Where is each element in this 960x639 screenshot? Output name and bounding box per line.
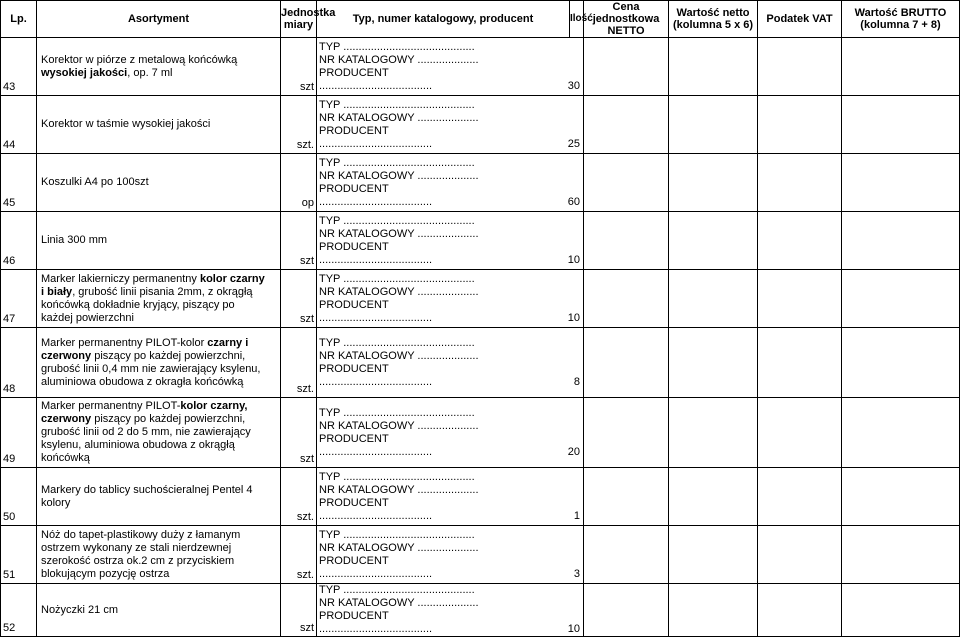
table-row <box>1 270 960 328</box>
type-field-line: PRODUCENT <box>319 240 389 253</box>
description-line: Marker permanentny PILOT-kolor czarny, <box>41 400 248 412</box>
row-vat <box>758 328 842 398</box>
table-row <box>1 584 960 637</box>
row-unit: szt. <box>281 328 317 398</box>
row-number: 43 <box>1 38 37 96</box>
type-field-line: ..................................... 30 <box>319 80 583 93</box>
type-field-line: TYP ........................................... <box>319 98 475 111</box>
row-quantity: 25 <box>567 137 580 150</box>
row-unit-price <box>584 38 669 96</box>
row-net-value <box>669 270 758 328</box>
row-type-fields <box>317 526 584 584</box>
row-description <box>37 154 281 212</box>
type-field-line: TYP ........................................... <box>319 584 475 596</box>
row-vat <box>758 398 842 468</box>
type-field-line: NR KATALOGOWY .................... <box>319 227 479 240</box>
row-net-value <box>669 38 758 96</box>
type-field-line: PRODUCENT <box>319 124 389 137</box>
row-description <box>37 96 281 154</box>
row-net-value <box>669 526 758 584</box>
row-unit-price <box>584 328 669 398</box>
type-field-line: TYP ........................................... <box>319 272 475 285</box>
table-row <box>1 526 960 584</box>
row-gross-value <box>842 154 960 212</box>
type-field-line: NR KATALOGOWY .................... <box>319 349 479 362</box>
description-line: czerwony piszący po każdej powierzchni, <box>41 413 246 425</box>
type-field-line: PRODUCENT <box>319 362 389 375</box>
description-line: wysokiej jakości, op. 7 ml <box>41 66 173 79</box>
type-field-line: TYP ........................................... <box>319 406 475 419</box>
row-unit: szt <box>281 212 317 270</box>
type-field-line: NR KATALOGOWY .................... <box>319 419 479 432</box>
row-type-fields <box>317 328 584 398</box>
type-field-line: TYP ........................................... <box>319 156 475 169</box>
row-unit: szt <box>281 270 317 328</box>
type-field-line: ..................................... 10 <box>319 623 583 636</box>
row-description <box>37 270 281 328</box>
row-gross-value <box>842 328 960 398</box>
type-field-line: NR KATALOGOWY .................... <box>319 597 479 609</box>
type-field-line: PRODUCENT <box>319 182 389 195</box>
description-line: końcówką dokładnie kryjący, piszący po <box>41 298 235 311</box>
type-field-line: NR KATALOGOWY .................... <box>319 541 479 554</box>
row-number: 50 <box>1 468 37 526</box>
description-line: Korektor w taśmie wysokiej jakości <box>41 118 211 130</box>
description-line: Koszulki A4 po 100szt <box>41 176 149 188</box>
row-vat <box>758 96 842 154</box>
type-field-line: ..................................... 10 <box>319 312 583 325</box>
type-field-line: PRODUCENT <box>319 66 389 79</box>
row-gross-value <box>842 38 960 96</box>
type-field-line: TYP ........................................... <box>319 40 475 53</box>
type-field-line: ..................................... 8 <box>319 376 583 389</box>
type-field-line: ..................................... 20 <box>319 446 583 459</box>
row-description <box>37 38 281 96</box>
row-description <box>37 212 281 270</box>
header-gross-value: Wartość BRUTTO (kolumna 7 + 8) <box>842 1 960 38</box>
row-gross-value <box>842 212 960 270</box>
row-description <box>37 526 281 584</box>
table-row <box>1 328 960 398</box>
row-type-fields <box>317 398 584 468</box>
row-unit-price <box>584 212 669 270</box>
row-quantity: 10 <box>567 253 580 266</box>
row-type-fields <box>317 584 584 637</box>
description-line: czerwony piszący po każdej powierzchni, <box>41 349 246 362</box>
row-quantity: 30 <box>567 79 580 92</box>
row-number: 52 <box>1 584 37 637</box>
row-unit: szt <box>281 398 317 468</box>
row-gross-value <box>842 398 960 468</box>
row-unit-price <box>584 96 669 154</box>
type-field-line: NR KATALOGOWY .................... <box>319 169 479 182</box>
row-number: 49 <box>1 398 37 468</box>
description-line: blokującym pozycję ostrza <box>41 567 170 580</box>
type-field-line: ..................................... 25 <box>319 138 583 151</box>
type-field-line: ..................................... 3 <box>319 568 583 581</box>
description-line: każdej powierzchni <box>41 311 134 324</box>
row-gross-value <box>842 270 960 328</box>
type-field-line: PRODUCENT <box>319 432 389 445</box>
row-unit-price <box>584 154 669 212</box>
description-line: ksylenu, aluminiowa obudowa z okrągłą <box>41 439 235 451</box>
row-net-value <box>669 154 758 212</box>
row-type-fields <box>317 468 584 526</box>
type-field-line: TYP ........................................... <box>319 528 475 541</box>
row-gross-value <box>842 526 960 584</box>
description-line: i biały, grubość linii pisania 2mm, z okrągłą <box>41 285 253 298</box>
description-line: grubość linii od 2 do 5 mm, nie zawierający <box>41 426 251 438</box>
row-quantity: 1 <box>573 509 580 522</box>
description-line: końcówką <box>41 452 90 464</box>
row-net-value <box>669 96 758 154</box>
row-quantity: 3 <box>573 567 580 580</box>
row-unit: szt <box>281 38 317 96</box>
type-field-line: PRODUCENT <box>319 496 389 509</box>
row-quantity: 10 <box>567 623 580 635</box>
description-line: Markery do tablicy suchościeralnej Pentel 4 <box>41 483 253 496</box>
description-line: kolory <box>41 496 71 509</box>
type-field-line: NR KATALOGOWY .................... <box>319 53 479 66</box>
row-description <box>37 584 281 637</box>
row-vat <box>758 584 842 637</box>
row-type-fields <box>317 38 584 96</box>
row-net-value <box>669 468 758 526</box>
row-vat <box>758 38 842 96</box>
row-unit: szt. <box>281 468 317 526</box>
row-quantity: 10 <box>567 311 580 324</box>
header-lp: Lp. <box>1 1 37 38</box>
row-number: 48 <box>1 328 37 398</box>
table-row <box>1 38 960 96</box>
table-row <box>1 468 960 526</box>
row-net-value <box>669 398 758 468</box>
row-number: 44 <box>1 96 37 154</box>
header-price: Cena jednostkowa NETTO <box>584 1 669 38</box>
type-field-line: NR KATALOGOWY .................... <box>319 111 479 124</box>
row-type-fields <box>317 96 584 154</box>
table-row <box>1 212 960 270</box>
row-vat <box>758 270 842 328</box>
description-line: ostrzem wykonany ze stali nierdzewnej <box>41 541 232 554</box>
type-field-line: TYP ........................................... <box>319 214 475 227</box>
description-line: Nóż do tapet-plastikowy duży z łamanym <box>41 528 241 541</box>
type-field-line: TYP ........................................... <box>319 470 475 483</box>
table-row <box>1 398 960 468</box>
row-type-fields <box>317 154 584 212</box>
row-net-value <box>669 584 758 637</box>
row-gross-value <box>842 468 960 526</box>
header-unit: Jednostka miary <box>281 1 317 38</box>
row-vat <box>758 154 842 212</box>
row-net-value <box>669 212 758 270</box>
header-qty: Ilość <box>570 1 584 38</box>
type-field-line: PRODUCENT <box>319 610 389 622</box>
description-line: Nożyczki 21 cm <box>41 603 119 616</box>
row-vat <box>758 526 842 584</box>
type-field-line: ..................................... 1 <box>319 510 583 523</box>
row-number: 47 <box>1 270 37 328</box>
type-field-line: PRODUCENT <box>319 554 389 567</box>
row-quantity: 8 <box>573 375 580 388</box>
row-unit-price <box>584 468 669 526</box>
row-unit: op <box>281 154 317 212</box>
row-unit-price <box>584 398 669 468</box>
description-line: Linia 300 mm <box>41 234 108 246</box>
row-unit: szt. <box>281 526 317 584</box>
description-line: grubość linii 0,4 mm nie zawierający ksylenu, <box>41 362 261 375</box>
row-quantity: 60 <box>567 195 580 208</box>
row-unit-price <box>584 584 669 637</box>
description-line: Korektor w piórze z metalową końcówką <box>41 53 238 66</box>
row-number: 51 <box>1 526 37 584</box>
row-description <box>37 398 281 468</box>
row-number: 45 <box>1 154 37 212</box>
table-row <box>1 154 960 212</box>
type-field-line: PRODUCENT <box>319 298 389 311</box>
row-unit-price <box>584 270 669 328</box>
description-line: szerokość ostrza ok.2 cm z przyciskiem <box>41 554 235 567</box>
row-description <box>37 468 281 526</box>
row-quantity: 20 <box>567 445 580 458</box>
type-field-line: NR KATALOGOWY .................... <box>319 285 479 298</box>
row-net-value <box>669 328 758 398</box>
row-vat <box>758 468 842 526</box>
table-header <box>1 1 960 38</box>
row-gross-value <box>842 584 960 637</box>
header-vat: Podatek VAT <box>758 1 842 38</box>
type-field-line: ..................................... 60 <box>319 196 583 209</box>
row-vat <box>758 212 842 270</box>
row-gross-value <box>842 96 960 154</box>
description-line: aluminiowa obudowa z okragła końcówką <box>41 375 244 388</box>
header-net-value: Wartość netto (kolumna 5 x 6) <box>669 1 758 38</box>
header-type: Typ, numer katalogowy, producent <box>317 1 570 38</box>
row-unit: szt <box>281 584 317 637</box>
row-description <box>37 328 281 398</box>
description-line: Marker permanentny PILOT-kolor czarny i <box>41 336 249 349</box>
type-field-line: NR KATALOGOWY .................... <box>319 483 479 496</box>
row-type-fields <box>317 212 584 270</box>
header-assortment: Asortyment <box>37 1 281 38</box>
row-unit: szt. <box>281 96 317 154</box>
type-field-line: TYP ........................................... <box>319 336 475 349</box>
row-type-fields <box>317 270 584 328</box>
table-row <box>1 96 960 154</box>
row-number: 46 <box>1 212 37 270</box>
type-field-line: ..................................... 10 <box>319 254 583 267</box>
row-unit-price <box>584 526 669 584</box>
description-line: Marker lakierniczy permanentny kolor czarny <box>41 272 265 285</box>
